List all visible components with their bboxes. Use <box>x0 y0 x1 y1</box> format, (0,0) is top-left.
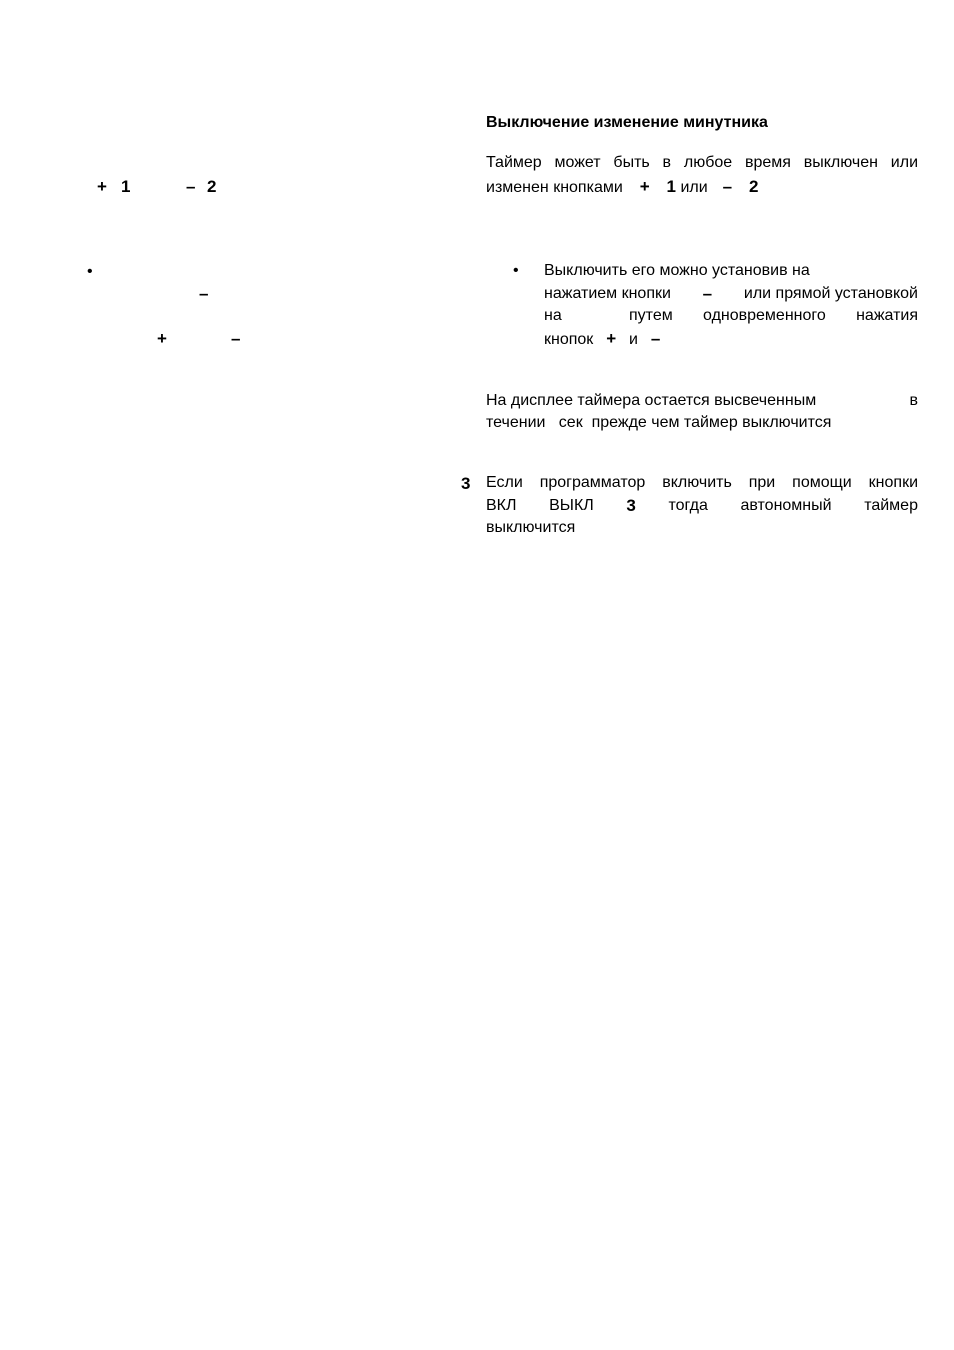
button-number-2: 2 <box>748 177 759 196</box>
paragraph-line: течении сек прежде чем таймер выключится <box>486 414 832 431</box>
button-number-1: 1 <box>666 177 676 196</box>
bullet-text: на <box>544 307 562 324</box>
section-heading: Выключение изменение минутника <box>486 114 768 131</box>
plus-symbol: + <box>157 329 167 348</box>
paragraph-line <box>486 495 918 517</box>
paragraph-text: автономный <box>740 497 832 514</box>
button-number-3: 3 <box>461 474 471 493</box>
bullet-text: кнопок <box>544 331 594 348</box>
bullet-text: путем одновременного нажатия <box>629 307 918 324</box>
minus-symbol: – <box>199 284 209 303</box>
paragraph-text: в <box>909 392 918 409</box>
plus-symbol: + <box>97 177 107 196</box>
bullet-marker: • <box>513 262 519 279</box>
bullet-line: Выключить его можно установив на <box>544 262 810 279</box>
minus-symbol: – <box>722 177 733 196</box>
bullet-line <box>544 283 918 305</box>
minus-symbol: – <box>186 177 196 196</box>
or-word: или <box>680 179 708 196</box>
paragraph-line: Если программатор включить при помощи кнопки <box>486 474 918 491</box>
plus-symbol: + <box>606 329 617 348</box>
bullet-text: или прямой установкой <box>743 285 918 302</box>
paragraph-line: Таймер может быть в любое время выключен или <box>486 154 918 171</box>
paragraph-text: На дисплее таймера остается высвеченным <box>486 392 817 409</box>
bullet-line <box>544 305 918 327</box>
paragraph-text: ВКЛ <box>486 497 517 514</box>
paragraph-text: таймер <box>864 497 918 514</box>
paragraph-text: ВЫКЛ <box>549 497 594 514</box>
minus-symbol: – <box>702 284 713 303</box>
plus-symbol: + <box>639 177 650 196</box>
bullet-marker: • <box>87 263 93 280</box>
minus-symbol: – <box>231 329 241 348</box>
paragraph-line: выключится <box>486 519 576 536</box>
paragraph-line <box>486 176 758 199</box>
minus-symbol: – <box>650 329 661 348</box>
paragraph-text: тогда <box>668 497 708 514</box>
button-number-1: 1 <box>121 177 131 196</box>
bullet-line <box>544 328 660 351</box>
bullet-text: нажатием кнопки <box>544 285 671 302</box>
paragraph-text: изменен кнопками <box>486 179 623 196</box>
and-word: и <box>629 331 638 348</box>
button-number-2: 2 <box>207 177 217 196</box>
paragraph-line <box>486 390 918 412</box>
button-number-3: 3 <box>626 496 636 515</box>
